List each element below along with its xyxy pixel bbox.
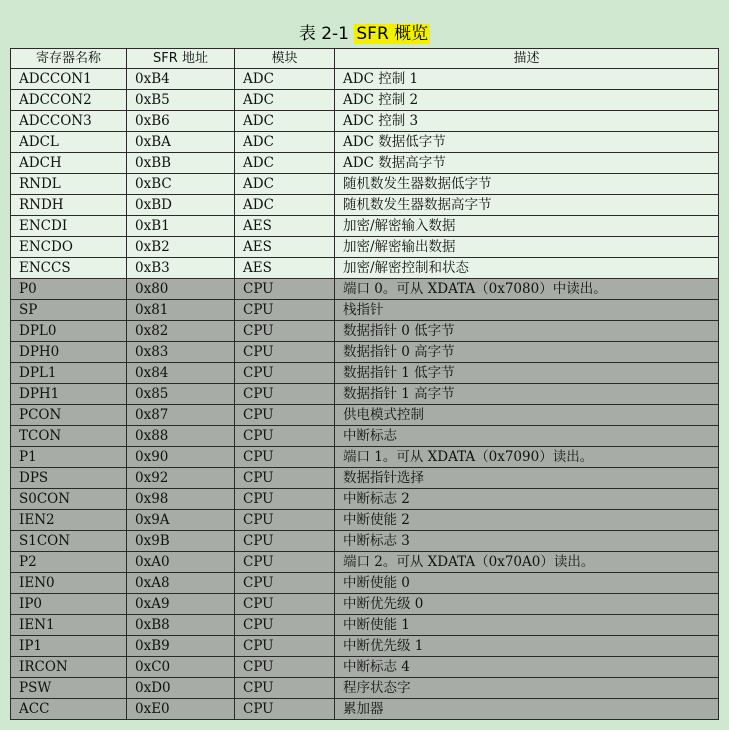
- register-name-cell: ENCCS: [11, 258, 127, 279]
- description-cell: 栈指针: [335, 300, 719, 321]
- description-cell: ADC 数据低字节: [335, 132, 719, 153]
- description-cell: 中断使能 2: [335, 510, 719, 531]
- table-row: [11, 153, 719, 174]
- sfr-address-cell: 0x80: [127, 279, 235, 300]
- description-cell: 数据指针 1 高字节: [335, 384, 719, 405]
- caption-highlight: SFR 概览: [356, 24, 429, 44]
- register-name-cell: DPS: [11, 468, 127, 489]
- table-row: [11, 90, 719, 111]
- header-description: 描述: [335, 49, 719, 69]
- register-name-cell: RNDH: [11, 195, 127, 216]
- table-row: [11, 195, 719, 216]
- sfr-address-cell: 0x90: [127, 447, 235, 468]
- module-cell: CPU: [235, 426, 335, 447]
- register-name-cell: DPH1: [11, 384, 127, 405]
- register-name-cell: P1: [11, 447, 127, 468]
- table-row: [11, 174, 719, 195]
- sfr-address-cell: 0xB4: [127, 69, 235, 90]
- sfr-address-cell: 0x87: [127, 405, 235, 426]
- register-name-cell: ADCL: [11, 132, 127, 153]
- module-cell: ADC: [235, 174, 335, 195]
- description-cell: 数据指针选择: [335, 468, 719, 489]
- module-cell: CPU: [235, 342, 335, 363]
- sfr-address-cell: 0x81: [127, 300, 235, 321]
- module-cell: CPU: [235, 699, 335, 720]
- table-row: [11, 69, 719, 90]
- table-row: [11, 132, 719, 153]
- table-row: [11, 258, 719, 279]
- table-row: [11, 573, 719, 594]
- table-row: [11, 510, 719, 531]
- module-cell: CPU: [235, 552, 335, 573]
- table-row: [11, 426, 719, 447]
- module-cell: CPU: [235, 510, 335, 531]
- description-cell: 中断优先级 1: [335, 636, 719, 657]
- module-cell: CPU: [235, 594, 335, 615]
- module-cell: AES: [235, 258, 335, 279]
- register-name-cell: ADCCON1: [11, 69, 127, 90]
- module-cell: CPU: [235, 405, 335, 426]
- sfr-address-cell: 0xE0: [127, 699, 235, 720]
- description-cell: 端口 0。可从 XDATA（0x7080）中读出。: [335, 279, 719, 300]
- module-cell: ADC: [235, 153, 335, 174]
- sfr-address-cell: 0xBD: [127, 195, 235, 216]
- table-row: [11, 594, 719, 615]
- sfr-address-cell: 0xC0: [127, 657, 235, 678]
- table-row: [11, 636, 719, 657]
- register-name-cell: PCON: [11, 405, 127, 426]
- header-register-name: 寄存器名称: [11, 49, 127, 69]
- sfr-address-cell: 0x98: [127, 489, 235, 510]
- table-row: [11, 531, 719, 552]
- sfr-address-cell: 0xA9: [127, 594, 235, 615]
- register-name-cell: IEN2: [11, 510, 127, 531]
- sfr-address-cell: 0x9A: [127, 510, 235, 531]
- sfr-address-cell: 0xBB: [127, 153, 235, 174]
- module-cell: ADC: [235, 111, 335, 132]
- module-cell: ADC: [235, 69, 335, 90]
- register-name-cell: DPH0: [11, 342, 127, 363]
- header-module: 模块: [235, 49, 335, 69]
- module-cell: CPU: [235, 447, 335, 468]
- register-name-cell: ENCDI: [11, 216, 127, 237]
- table-row: [11, 405, 719, 426]
- description-cell: 加密/解密控制和状态: [335, 258, 719, 279]
- register-name-cell: DPL1: [11, 363, 127, 384]
- sfr-address-cell: 0x92: [127, 468, 235, 489]
- description-cell: 数据指针 0 低字节: [335, 321, 719, 342]
- table-row: [11, 321, 719, 342]
- table-row: [11, 342, 719, 363]
- register-name-cell: S1CON: [11, 531, 127, 552]
- table-row: [11, 216, 719, 237]
- header-sfr-address: SFR 地址: [127, 49, 235, 69]
- description-cell: 中断标志 3: [335, 531, 719, 552]
- description-cell: 中断使能 1: [335, 615, 719, 636]
- sfr-address-cell: 0x82: [127, 321, 235, 342]
- register-name-cell: DPL0: [11, 321, 127, 342]
- sfr-address-cell: 0xB5: [127, 90, 235, 111]
- register-name-cell: IEN1: [11, 615, 127, 636]
- register-name-cell: ENCDO: [11, 237, 127, 258]
- module-cell: CPU: [235, 636, 335, 657]
- table-row: [11, 678, 719, 699]
- description-cell: ADC 控制 3: [335, 111, 719, 132]
- module-cell: ADC: [235, 132, 335, 153]
- table-row: [11, 489, 719, 510]
- description-cell: 数据指针 0 高字节: [335, 342, 719, 363]
- module-cell: AES: [235, 216, 335, 237]
- table-caption: [0, 22, 729, 46]
- register-name-cell: SP: [11, 300, 127, 321]
- module-cell: CPU: [235, 615, 335, 636]
- description-cell: 中断使能 0: [335, 573, 719, 594]
- description-cell: 程序状态字: [335, 678, 719, 699]
- description-cell: 端口 2。可从 XDATA（0x70A0）读出。: [335, 552, 719, 573]
- sfr-address-cell: 0xB9: [127, 636, 235, 657]
- sfr-overview-table: [10, 48, 719, 720]
- register-name-cell: ADCH: [11, 153, 127, 174]
- module-cell: CPU: [235, 468, 335, 489]
- module-cell: CPU: [235, 657, 335, 678]
- sfr-address-cell: 0xBC: [127, 174, 235, 195]
- table-row: [11, 111, 719, 132]
- module-cell: CPU: [235, 300, 335, 321]
- description-cell: 中断标志: [335, 426, 719, 447]
- table-row: [11, 615, 719, 636]
- module-cell: CPU: [235, 279, 335, 300]
- table-row: [11, 384, 719, 405]
- table-row: [11, 552, 719, 573]
- description-cell: 中断标志 2: [335, 489, 719, 510]
- register-name-cell: IRCON: [11, 657, 127, 678]
- sfr-address-cell: 0x84: [127, 363, 235, 384]
- module-cell: CPU: [235, 678, 335, 699]
- register-name-cell: ACC: [11, 699, 127, 720]
- sfr-address-cell: 0xB2: [127, 237, 235, 258]
- sfr-address-cell: 0xB6: [127, 111, 235, 132]
- register-name-cell: IP0: [11, 594, 127, 615]
- description-cell: 随机数发生器数据高字节: [335, 195, 719, 216]
- description-cell: 随机数发生器数据低字节: [335, 174, 719, 195]
- description-cell: 数据指针 1 低字节: [335, 363, 719, 384]
- module-cell: ADC: [235, 90, 335, 111]
- table-row: [11, 363, 719, 384]
- register-name-cell: P2: [11, 552, 127, 573]
- table-row: [11, 699, 719, 720]
- description-cell: 加密/解密输入数据: [335, 216, 719, 237]
- table-row: [11, 300, 719, 321]
- module-cell: CPU: [235, 573, 335, 594]
- register-name-cell: ADCCON2: [11, 90, 127, 111]
- sfr-address-cell: 0xA8: [127, 573, 235, 594]
- table-row: [11, 237, 719, 258]
- sfr-address-cell: 0xB3: [127, 258, 235, 279]
- sfr-address-cell: 0xB8: [127, 615, 235, 636]
- sfr-address-cell: 0xD0: [127, 678, 235, 699]
- module-cell: AES: [235, 237, 335, 258]
- module-cell: CPU: [235, 489, 335, 510]
- table-row: [11, 279, 719, 300]
- table-row: [11, 447, 719, 468]
- description-cell: ADC 控制 1: [335, 69, 719, 90]
- sfr-address-cell: 0x83: [127, 342, 235, 363]
- register-name-cell: IEN0: [11, 573, 127, 594]
- module-cell: CPU: [235, 321, 335, 342]
- description-cell: 中断优先级 0: [335, 594, 719, 615]
- sfr-address-cell: 0x9B: [127, 531, 235, 552]
- module-cell: ADC: [235, 195, 335, 216]
- sfr-address-cell: 0x88: [127, 426, 235, 447]
- register-name-cell: PSW: [11, 678, 127, 699]
- table-header-row: [11, 49, 719, 69]
- sfr-address-cell: 0xBA: [127, 132, 235, 153]
- sfr-address-cell: 0xA0: [127, 552, 235, 573]
- module-cell: CPU: [235, 384, 335, 405]
- register-name-cell: TCON: [11, 426, 127, 447]
- description-cell: ADC 数据高字节: [335, 153, 719, 174]
- description-cell: 中断标志 4: [335, 657, 719, 678]
- register-name-cell: RNDL: [11, 174, 127, 195]
- description-cell: 累加器: [335, 699, 719, 720]
- description-cell: 供电模式控制: [335, 405, 719, 426]
- table-row: [11, 468, 719, 489]
- table-row: [11, 657, 719, 678]
- register-name-cell: S0CON: [11, 489, 127, 510]
- caption-prefix: 表 2-1: [298, 24, 355, 44]
- description-cell: ADC 控制 2: [335, 90, 719, 111]
- description-cell: 加密/解密输出数据: [335, 237, 719, 258]
- sfr-address-cell: 0xB1: [127, 216, 235, 237]
- sfr-address-cell: 0x85: [127, 384, 235, 405]
- module-cell: CPU: [235, 363, 335, 384]
- register-name-cell: IP1: [11, 636, 127, 657]
- module-cell: CPU: [235, 531, 335, 552]
- description-cell: 端口 1。可从 XDATA（0x7090）读出。: [335, 447, 719, 468]
- register-name-cell: ADCCON3: [11, 111, 127, 132]
- register-name-cell: P0: [11, 279, 127, 300]
